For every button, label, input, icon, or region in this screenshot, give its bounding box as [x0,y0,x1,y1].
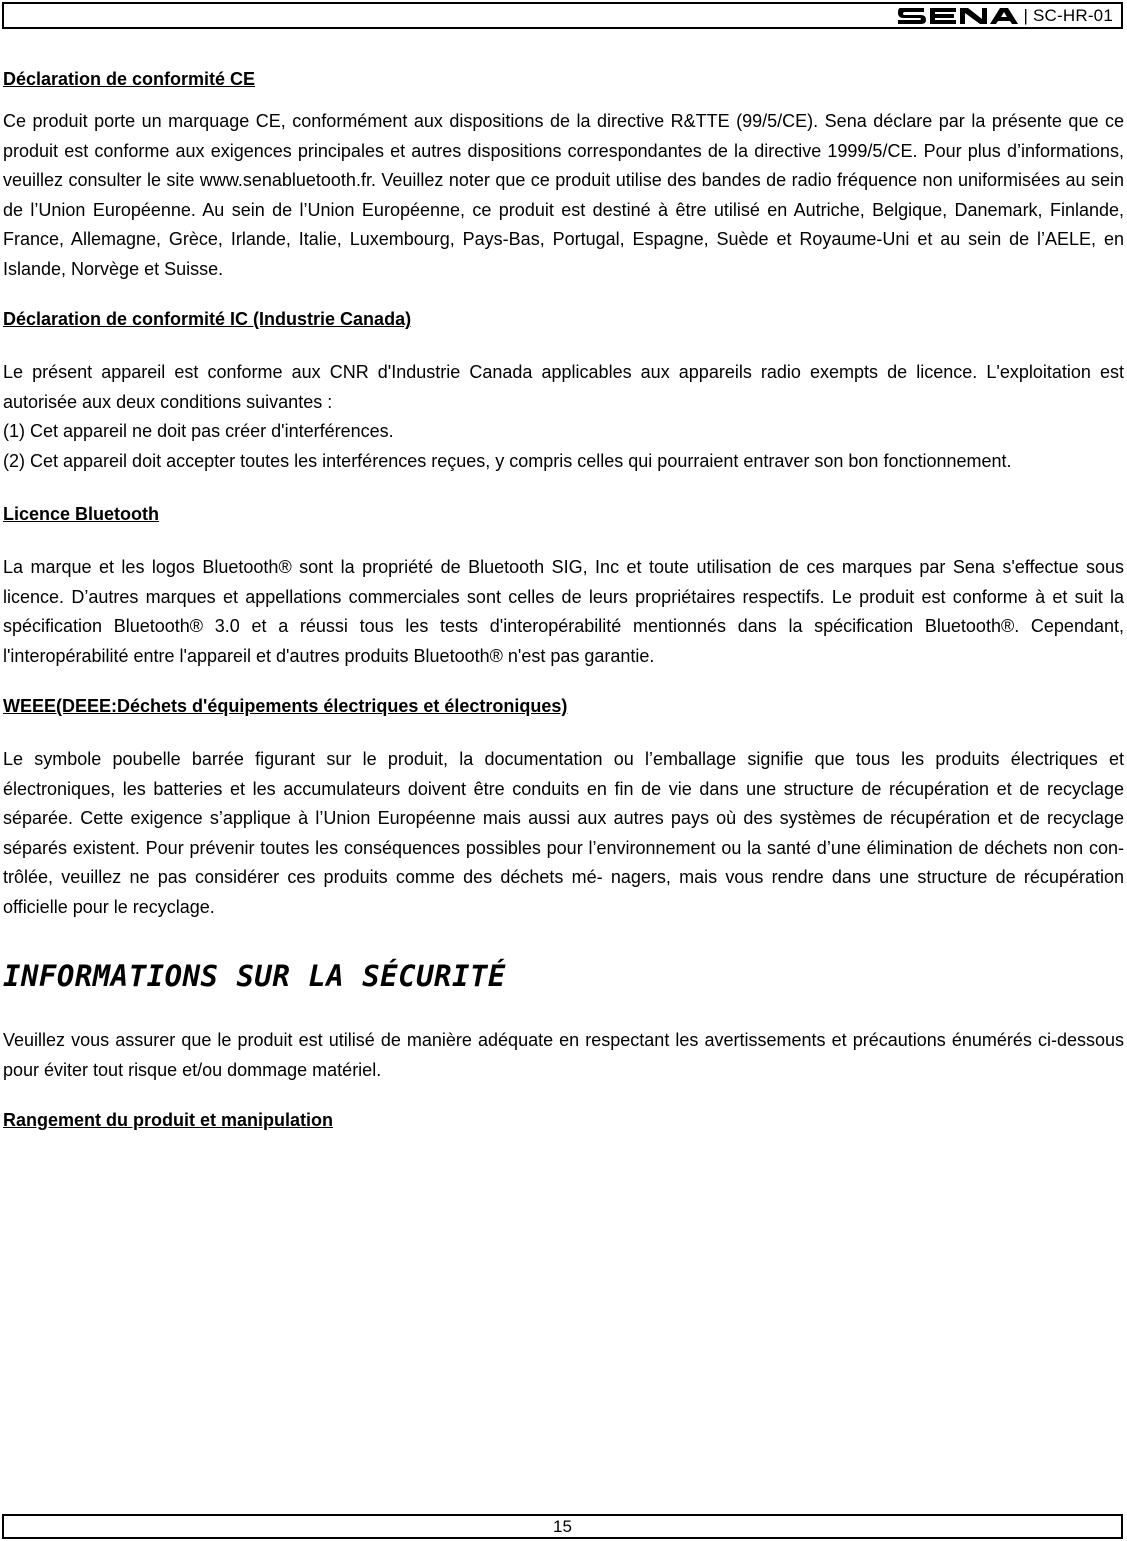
storage-handling-heading: Rangement du produit et manipulation [3,1110,333,1130]
ic-declaration-text-2: (1) Cet appareil ne doit pas créer d'interférences. [3,421,394,441]
ce-declaration-text: Ce produit porte un marquage CE, conformément aux dispositions de la directive R&TTE (99/5/CE). Sena déclare par la présente que ce produit est conforme aux exigences principales et autres dispositions correspondantes de la directive 1999/5/CE. Pour plus d’informations, veuillez consulter le site www.senabluetooth.fr. Veuillez noter que ce produit utilise des bandes de radio fréquence non uniformisées au sein de l’Union Européenne. Au sein de l’Union Européenne, ce produit est destiné à être utilisé en Autriche, Belgique, Danemark, Finlande, France, Allemagne, Grèce, Irlande, Italie, Luxembourg, Pays-Bas, Portugal, Espagne, Suède et Royaume-Uni et au sein de l’AELE, en Islande, Norvège et Suisse. [3,111,1124,279]
ic-declaration-text-3: (2) Cet appareil doit accepter toutes les interférences reçues, y compris celles qui pourraient entraver son bon fonctionnement. [3,450,1012,471]
spacer [3,922,1124,944]
bluetooth-license-text: La marque et les logos Bluetooth® sont la propriété de Bluetooth SIG, Inc et toute utilisation de ces marques par Sena s'effectue sous licence. D’autres marques et appellations commerciales sont celles de leurs propriétaires respectifs. Le produit est conforme à et suit la spécification Bluetooth® 3.0 et a réussi tous les tests d'interopérabilité mentionnés dans la spécification Bluetooth®. Cependant, l'interopérabilité entre l'appareil et d'autres produits Bluetooth® n'est pas garantie. [3,557,1124,666]
ic-declaration-heading: Déclaration de conformité IC (Industrie Canada) [3,309,412,329]
bluetooth-license-heading: Licence Bluetooth [3,504,160,524]
weee-heading: WEEE(DEEE:Déchets d'équipements électriques et électroniques) [3,696,568,716]
spacer [3,476,1124,493]
weee-text: Le symbole poubelle barrée figurant sur le produit, la documentation ou l’emballage signifie que tous les produits électriques et électroniques, les batteries et les accumulateurs doivent être conduits en fin de vie dans une structure de récupération et de recyclage séparée. Cette exigence s’applique à l’Union Européenne mais aussi aux autres pays où des systèmes de récupération et de recyclage séparés existent. Pour prévenir toutes les conséquences possibles pour l’environnement ou la santé d’une élimination de déchets non con- trôlée, veuillez ne pas considérer ces produits comme des déchets mé- nagers, mais vous rendre dans une structure de récupération officielle pour le recyclage. [3,749,1124,917]
page-number: 15 [553,1516,572,1536]
sena-logo [896,6,1020,26]
page-content [3,58,1124,1142]
footer-bar [2,1514,1123,1539]
header-right [896,4,1113,27]
spacer [3,1085,1124,1099]
safety-info-text: Veuillez vous assurer que le produit est utilisé de manière adéquate en respectant les avertissements et précautions énumérés ci-dessous pour éviter tout risque et/ou dommage matériel. [3,1030,1124,1080]
ic-declaration-text-1: Le présent appareil est conforme aux CNR d'Industrie Canada applicables aux appareils radio exempts de licence. L'exploitation est autorisée aux deux conditions suivantes : [3,362,1124,412]
header-bar [2,2,1123,29]
spacer [3,728,1124,745]
spacer [3,341,1124,358]
spacer [3,536,1124,553]
safety-info-heading: INFORMATIONS SUR LA SÉCURITÉ [3,959,506,993]
spacer [3,284,1124,298]
spacer [3,1008,1124,1026]
sena-logo-graphic [896,6,1020,26]
spacer [3,671,1124,685]
document-code: | SC-HR-01 [1023,5,1113,25]
ce-declaration-heading: Déclaration de conformité CE [3,69,256,89]
